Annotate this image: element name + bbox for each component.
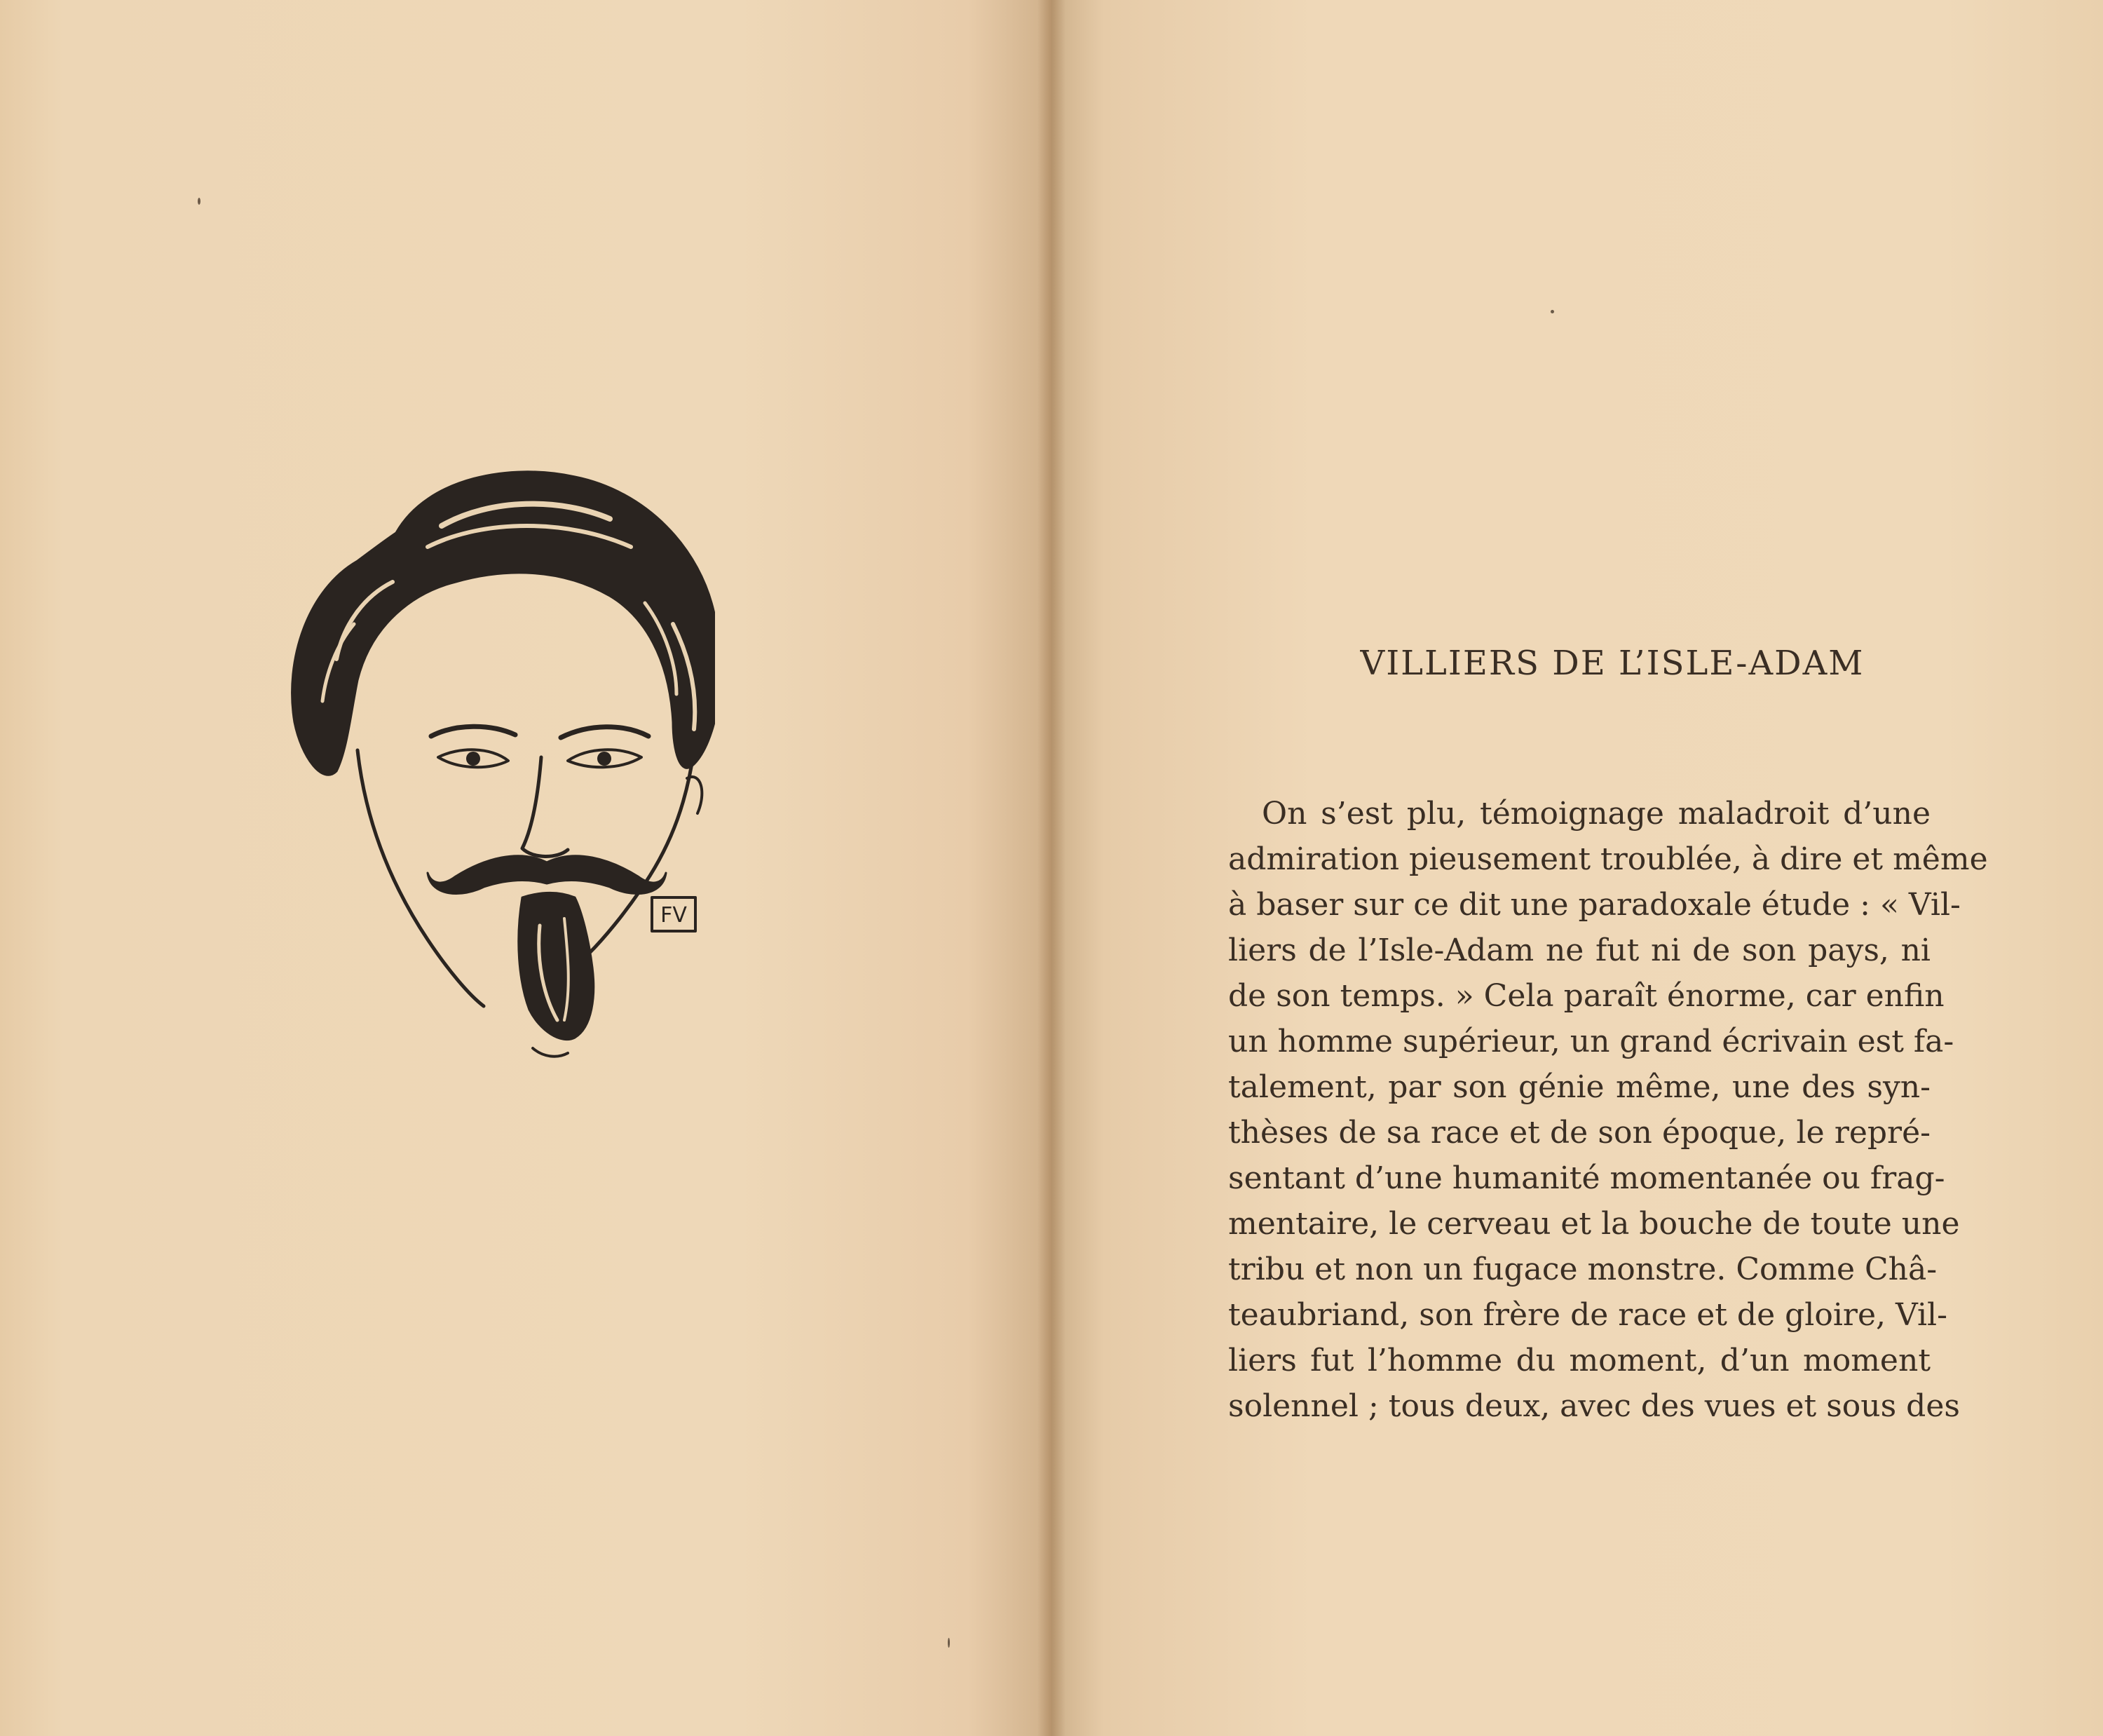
- portrait-woodcut: [280, 449, 715, 1066]
- paper-speck: [948, 1638, 950, 1648]
- text-line: tribu et non un fugace monstre. Comme Châ-: [1228, 1252, 1938, 1287]
- right-brow: [561, 727, 648, 738]
- paper-speck: [1551, 310, 1554, 313]
- text-line: à baser sur ce dit une paradoxale étude : « Vil-: [1228, 887, 1961, 923]
- text-line: thèses de sa race et de son époque, le repré-: [1228, 1115, 1931, 1151]
- text-line: mentaire, le cerveau et la bouche de toute une: [1228, 1206, 1960, 1242]
- text-line: liers de l’Isle-Adam ne fut ni de son pays, ni: [1228, 933, 1931, 968]
- paper-speck: [198, 198, 200, 205]
- text-line: solennel ; tous deux, avec des vues et sous des: [1228, 1388, 1960, 1424]
- text-line: admiration pieusement troublée, à dire et même: [1228, 841, 1988, 877]
- text-line: On s’est plu, témoignage maladroit d’une: [1262, 796, 1931, 832]
- nose: [522, 757, 568, 857]
- text-line: talement, par son génie même, une des syn-: [1228, 1069, 1931, 1105]
- text-line: de son temps. » Cela paraît énorme, car enfin: [1228, 978, 1945, 1014]
- book-gutter: [1037, 0, 1066, 1736]
- chapter-title: VILLIERS DE L’ISLE-ADAM: [1360, 644, 1865, 683]
- left-brow: [431, 726, 515, 736]
- text-line: sentant d’une humanité momentanée ou frag-: [1228, 1160, 1945, 1196]
- monogram: FV: [660, 903, 687, 928]
- text-line: un homme supérieur, un grand écrivain est fa-: [1228, 1024, 1954, 1059]
- text-line: liers fut l’homme du moment, d’un moment: [1228, 1343, 1931, 1378]
- body-text: [1228, 791, 1988, 1429]
- moustache: [428, 856, 666, 894]
- text-line: teaubriand, son frère de race et de gloire, Vil-: [1228, 1297, 1947, 1333]
